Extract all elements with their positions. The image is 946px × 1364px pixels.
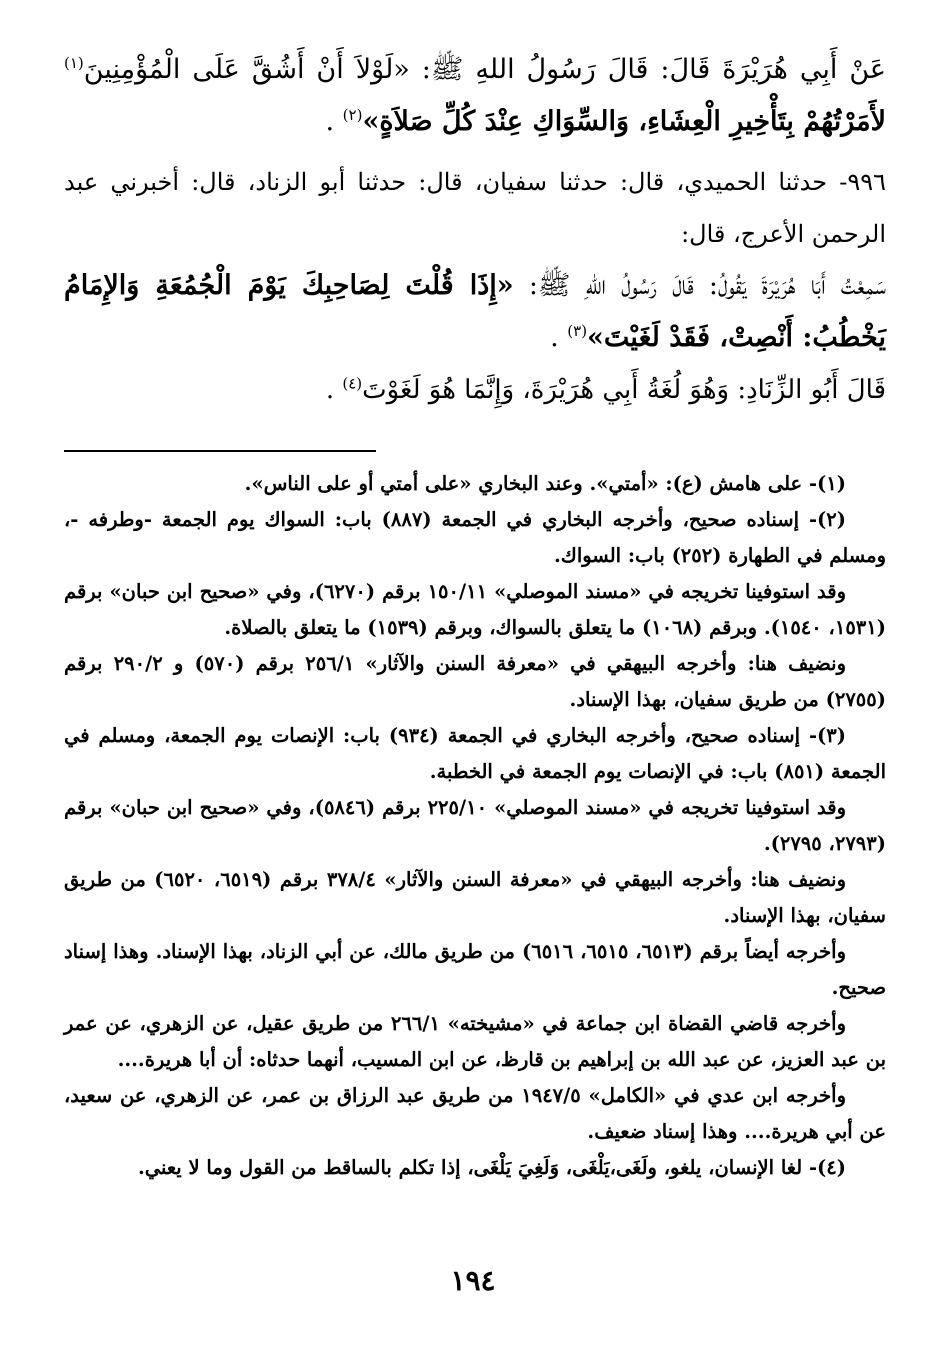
narrator-note: [64, 364, 886, 416]
hadith-paragraph-1: [64, 44, 886, 148]
footnote-ref-4[interactable]: (٤): [342, 374, 363, 393]
footnote-ref-1[interactable]: (١): [64, 54, 84, 72]
page-number: ١٩٤: [450, 1264, 496, 1297]
footnote-ref-3[interactable]: (٣): [567, 322, 588, 340]
main-text: [64, 44, 886, 416]
footnote-2-cont-2: ونضيف هنا: وأخرجه البيهقي في «معرفة السنن والآثار» ٢٥٦/١ برقم (٥٧٠) و ٢٩٠/٢ برقم (٢٧٥٥) من طريق سفيان، بهذا الإسناد.: [64, 652, 886, 711]
footnote-2: (٢)- إسناده صحيح، وأخرجه البخاري في الجمعة (٨٨٧) باب: السواك يوم الجمعة -وطرفه -، ومسلم في الطهارة (٢٥٢) باب: السواك.: [64, 508, 886, 567]
footnote-3: (٣)- إسناده صحيح، وأخرجه البخاري في الجمعة (٩٣٤) باب: الإنصات يوم الجمعة، ومسلم في الجمعة (٨٥١) باب: في الإنصات يوم الجمعة في الخطبة.: [64, 724, 886, 783]
hadith-1-text-a: عَنْ أَبِي هُرَيْرَةَ قَالَ: قَالَ رَسُولُ اللهِ ﷺ: «لَوْلاَ أَنْ أَشُقَّ عَلَى الْمُؤْمِنِينَ: [83, 54, 886, 85]
footnote-4: (٤)- لغا الإنسان، يلغو، ولَغَى،يَلْغَى، وَلَغِيَ يَلْغَى، إذا تكلم بالساقط من القول وما لا يعني.: [137, 1156, 846, 1179]
footnote-3-cont-2: ونضيف هنا: وأخرجه البيهقي في «معرفة السنن والآثار» ٣٧٨/٤ برقم (٦٥١٩، ٦٥٢٠) من طريق سفيان، بهذا الإسناد.: [64, 868, 886, 927]
footnote-1: (١)- على هامش (ع): «أمتي». وعند البخاري «على أمتي أو على الناس».: [244, 472, 846, 495]
footnote-3-cont-4: وأخرجه قاضي القضاة ابن جماعة في «مشيخته» ٢٦٦/١ من طريق عقيل، عن الزهري، عن عمر بن عبد العزيز، عن عبد الله بن إبراهيم بن قارظ، عن ابن المسيب، أنهما حدثاه: أن أبا هريرة....: [64, 1012, 886, 1071]
footnote-3-cont-3: وأخرجه أيضاً برقم (٦٥١٣، ٦٥١٥، ٦٥١٦) من طريق مالك، عن أبي الزناد، بهذا الإسناد. وهذا إسناد صحيح.: [64, 940, 886, 999]
footnote-3-cont-1: وقد استوفينا تخريجه في «مسند الموصلي» ٢٢٥/١٠ برقم (٥٨٤٦)، وفي «صحيح ابن حبان» برقم (٢٧٩٣، ٢٧٩٥).: [64, 796, 886, 855]
hadith-2-text-b: «إِذَا قُلْتَ لِصَاحِبِكَ يَوْمَ الْجُمُعَةِ وَالإِمَامُ يَخْطُبُ: أَنْصِتْ، فَقَدْ لَغَيْتَ»: [64, 270, 886, 353]
narrator-note-text: قَالَ أَبُو الزِّنَادِ: وَهُوَ لُغَةُ أَبِي هُرَيْرَةَ، وَإِنَّمَا هُوَ لَغَوْتَ: [362, 375, 886, 405]
footnote-2-cont-1: وقد استوفينا تخريجه في «مسند الموصلي» ١٥٠/١١ برقم (٦٢٧٠)، وفي «صحيح ابن حبان» برقم (١٥٣١، ١٥٤٠). وبرقم (١٠٦٨) ما يتعلق بالسواك، وبرقم (١٥٣٩) ما يتعلق بالصلاة.: [64, 580, 886, 639]
footnote-3-cont-5: وأخرجه ابن عدي في «الكامل» ١٩٤٧/٥ من طريق عبد الرزاق بن عمر، عن الزهري، عن سعيد، عن أبي هريرة.... وهذا إسناد ضعيف.: [64, 1084, 886, 1143]
hadith-paragraph-2: [64, 260, 886, 364]
hadith-2-text-a: سَمِعْتُ أَبَا هُرَيْرَةَ يَقُولُ: قَالَ رَسُولُ اللهِ ﷺ:: [513, 270, 886, 301]
hadith-1-text-b: لأَمَرْتُهُمْ بِتَأْخِيرِ الْعِشَاءِ، وَالسِّوَاكِ عِنْدَ كُلِّ صَلاَةٍ»: [362, 106, 886, 137]
footnote-separator: [64, 450, 376, 452]
footnotes: [64, 466, 886, 1186]
hadith-2-end: .: [550, 322, 568, 353]
footnote-ref-2[interactable]: (٢): [342, 106, 363, 124]
narrator-note-end: .: [325, 375, 343, 405]
isnad-paragraph: ٩٩٦- حدثنا الحميدي، قال: حدثنا سفيان، قال: حدثنا أبو الزناد، قال: أخبرني عبد الرحمن الأعرج، قال:: [64, 168, 886, 248]
hadith-1-end: .: [325, 106, 343, 137]
footnote-separator-wrap: [64, 450, 886, 452]
